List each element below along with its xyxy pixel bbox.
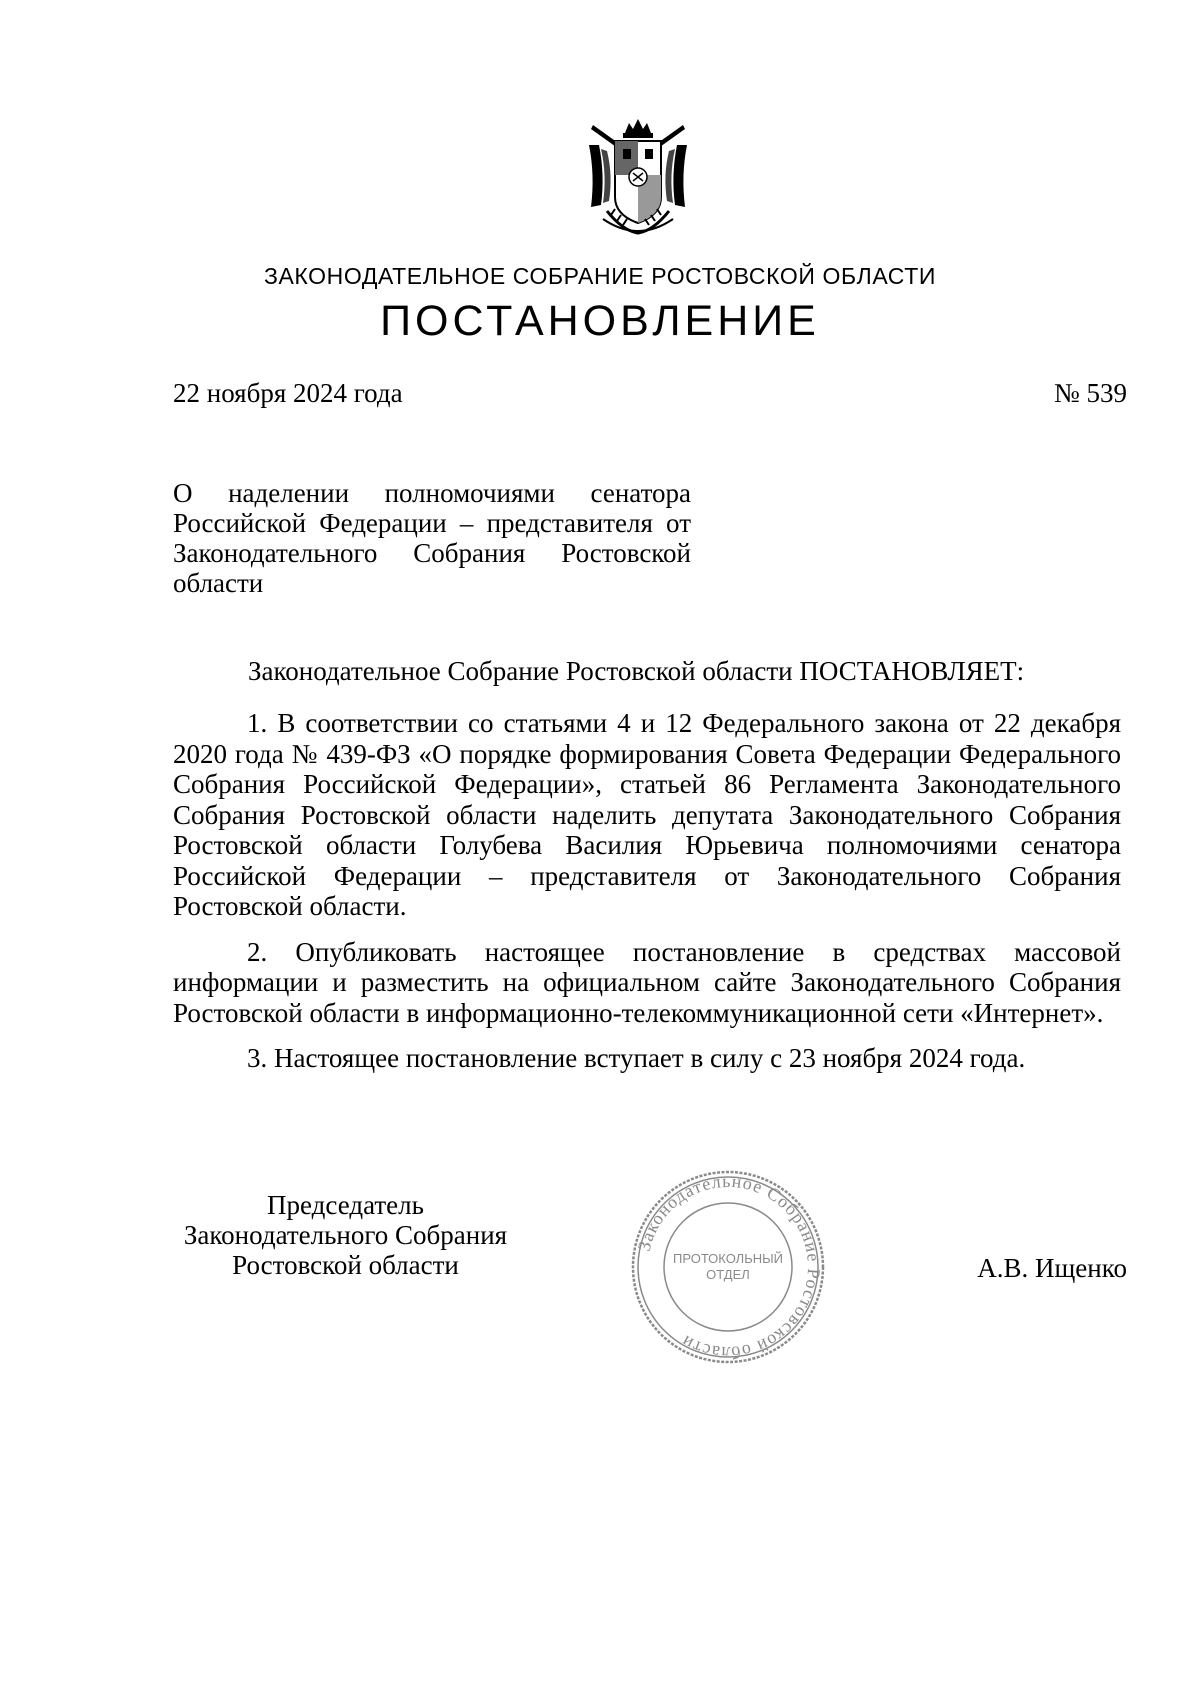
official-seal-icon — [628, 1167, 828, 1367]
clause-list — [173, 708, 1121, 1089]
clause-1: 1. В соответствии со статьями 4 и 12 Федерального закона от 22 декабря 2020 года № 439-ФЗ «О порядке формирования Совета Федерации Федерального Собрания Российской Федерации», статьей 86 Регламента Законодательного Собрания Ростовской области наделить депутата Законодательного Собрания Ростовской области Голубева Василия Юрьевича полномочиями сенатора Российской Федерации – представителя от Законодательного Собрания Ростовской области. — [173, 708, 1121, 921]
clause-2: 2. Опубликовать настоящее постановление в средствах массовой информации и разместить на официальном сайте Законодательного Собрания Ростовской области в информационно-телекоммуникационной сети «Интернет». — [173, 936, 1121, 1028]
signatory-title-line: Председатель — [267, 1190, 424, 1220]
seal-outer-text: Законодательное Собрание Ростовской области — [633, 1170, 825, 1364]
signatory-title-line: Ростовской области — [232, 1250, 459, 1280]
organization-name: ЗАКОНОДАТЕЛЬНОЕ СОБРАНИЕ РОСТОВСКОЙ ОБЛАСТИ — [263, 263, 937, 289]
signatory-name: А.В. Ищенко — [977, 1253, 1127, 1283]
document-subject: О наделении полномочиями сенатора Российской Федерации – представителя от Законодательного Собрания Ростовской области — [173, 478, 691, 598]
document-date: 22 ноября 2024 года — [173, 378, 403, 408]
coat-of-arms-icon — [583, 115, 693, 240]
document-number: № 539 — [1053, 378, 1127, 408]
seal-inner-line: ПРОТОКОЛЬНЫЙ — [672, 1251, 784, 1266]
preamble: Законодательное Собрание Ростовской области ПОСТАНОВЛЯЕТ: — [248, 656, 1025, 686]
signatory-title — [173, 1190, 518, 1280]
document-type-title: ПОСТАНОВЛЕНИЕ — [380, 297, 820, 345]
seal-inner-line: ОТДЕЛ — [706, 1267, 750, 1282]
clause-3: 3. Настоящее постановление вступает в силу с 23 ноября 2024 года. — [247, 1043, 1026, 1073]
signatory-title-line: Законодательного Собрания — [183, 1220, 508, 1250]
